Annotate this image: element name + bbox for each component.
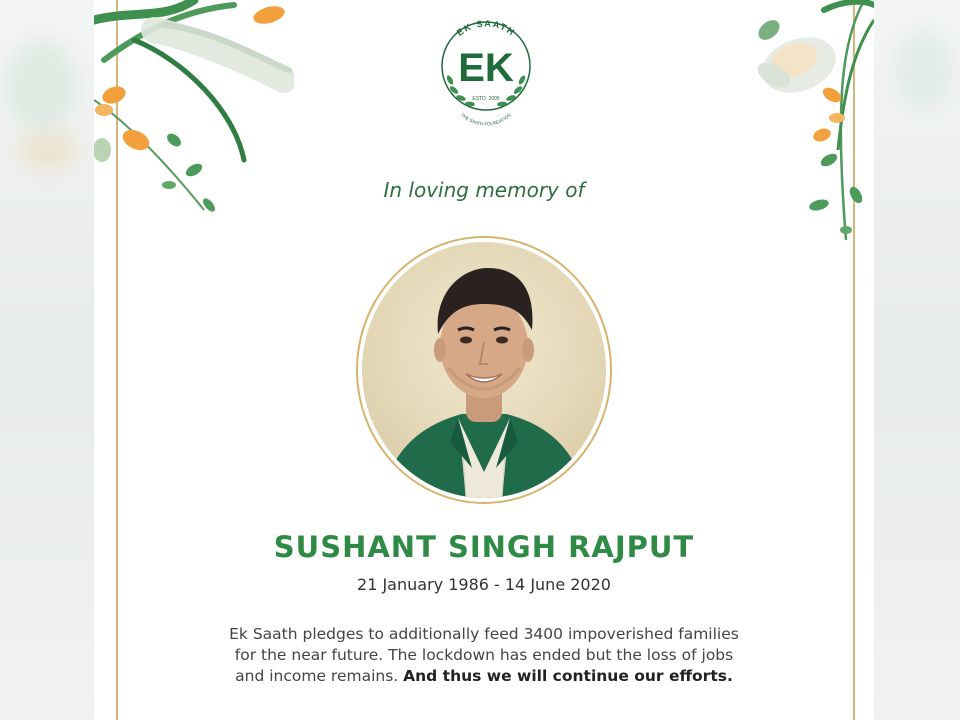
- portrait-frame: [356, 236, 612, 504]
- pledge-line-2: for the near future. The lockdown has ended but the loss of jobs: [234, 646, 734, 664]
- floral-decoration-right-icon: [734, 0, 874, 250]
- floral-decoration-left-icon: [94, 0, 294, 250]
- memorial-card: [94, 0, 874, 720]
- in-memory-heading: In loving memory of: [383, 178, 585, 202]
- tribute-name: SUSHANT SINGH RAJPUT: [273, 530, 695, 564]
- pledge-line-1: Ek Saath pledges to additionally feed 3400 impoverished families: [229, 625, 739, 643]
- background-right-blur: [874, 0, 960, 720]
- logo-monogram: EK: [458, 46, 514, 90]
- background-left-blur: [0, 0, 94, 720]
- pledge-line-3: [194, 666, 774, 687]
- pledge-line-3-a: and income remains.: [235, 667, 404, 685]
- pledge-message: [194, 624, 774, 687]
- tribute-dates: 21 January 1986 - 14 June 2020: [357, 575, 611, 594]
- person-portrait-icon: [362, 242, 606, 498]
- svg-text:THE SAATH FOUNDATION: [460, 112, 512, 126]
- portrait-photo: [362, 242, 606, 498]
- ek-saath-logo: [430, 8, 542, 128]
- logo-foundation-text: THE SAATH FOUNDATION: [460, 112, 512, 127]
- pledge-line-3-b: And thus we will continue our efforts.: [403, 667, 733, 685]
- logo-arc-text: EK SAATH: [454, 18, 518, 38]
- logo-estd-text: ESTD. 2005: [472, 96, 500, 102]
